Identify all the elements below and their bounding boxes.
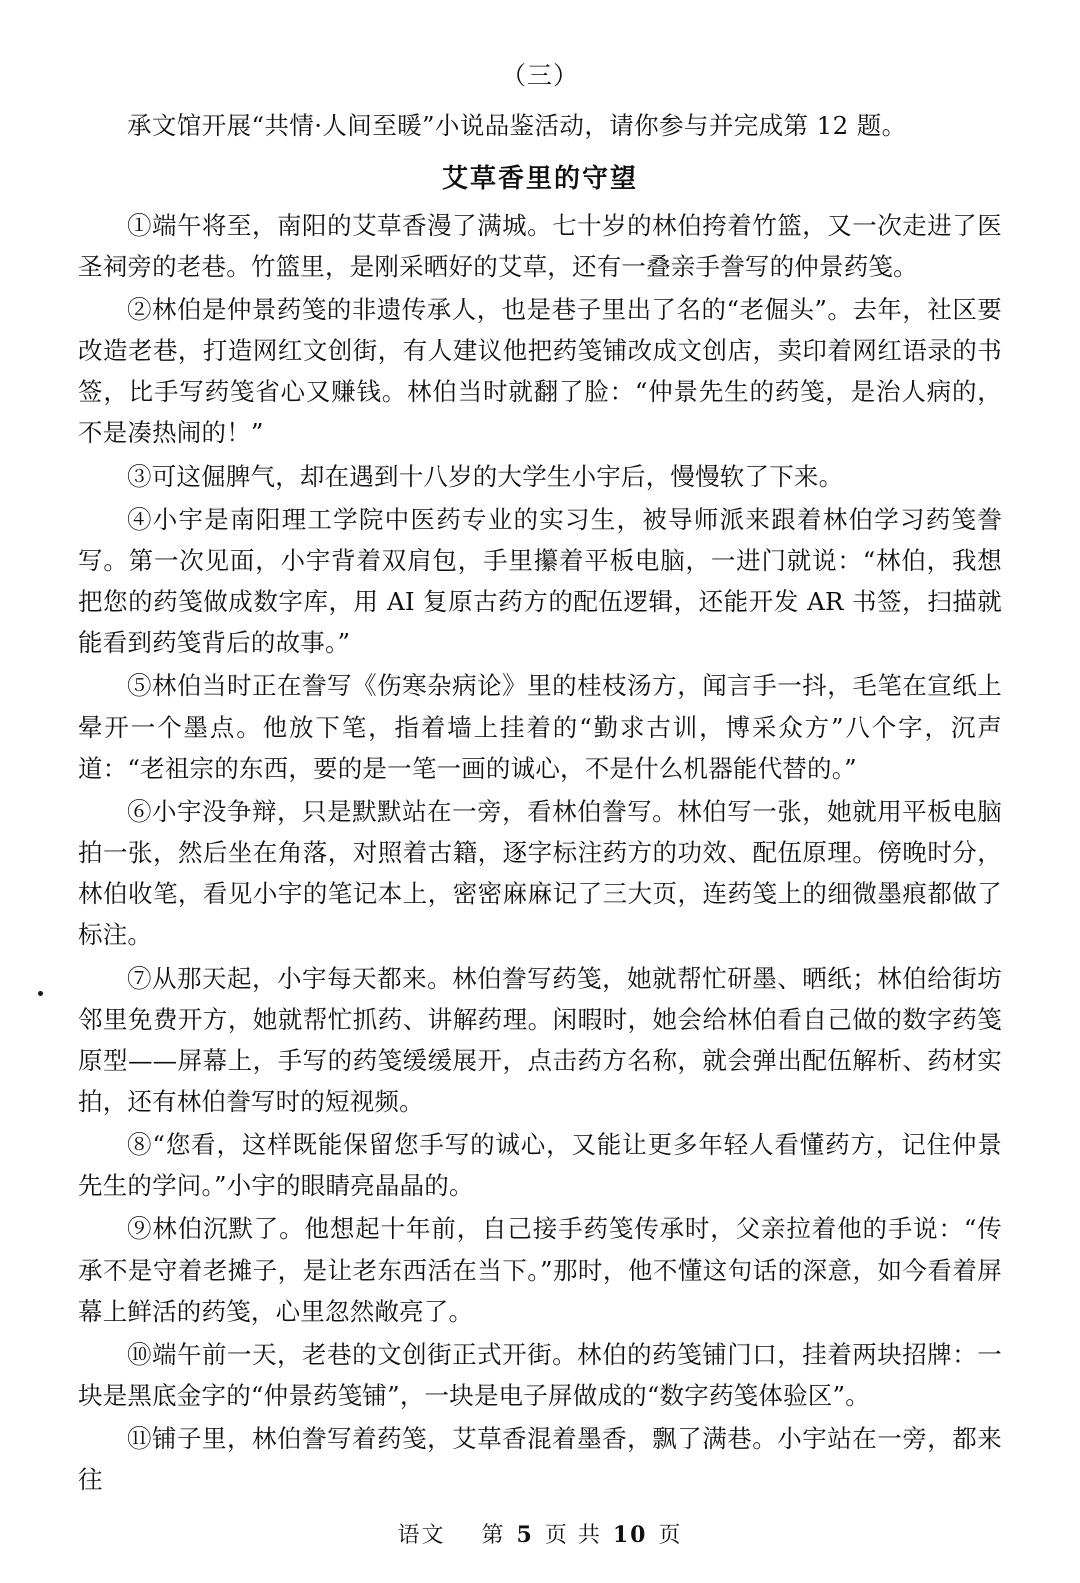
paragraph: ⑩端午前一天，老巷的文创街正式开街。林伯的药笺铺门口，挂着两块招牌：一块是黑底金字的“仲景药笺铺”，一块是电子屏做成的“数字药笺体验区”。 (78, 1339, 1002, 1411)
activity-instruction: 承文馆开展“共情·人间至暖”小说品鉴活动，请你参与并完成第 12 题。 (127, 111, 907, 140)
footer-prefix: 第 (481, 1523, 506, 1548)
page-content (0, 106, 1080, 1501)
paragraph: ③可这倔脾气，却在遇到十八岁的大学生小宇后，慢慢软了下来。 (127, 461, 844, 491)
paragraph: ⑨林伯沉默了。他想起十年前，自己接手药笺传承时，父亲拉着他的手说：“传承不是守着老摊子，是让老东西活在当下。”那时，他不懂这句话的深意，如今看着屏幕上鲜活的药笺，心里忽然敞亮了。 (78, 1214, 1002, 1326)
paragraph: ②林伯是仲景药笺的非遗传承人，也是巷子里出了名的“老倔头”。去年，社区要改造老巷，打造网红文创街，有人建议他把药笺铺改成文创店，卖印着网红语录的书签，比手写药笺省心又赚钱。林伯当时就翻了脸：“仲景先生的药笺，是治人病的，不是凑热闹的！” (78, 295, 1002, 448)
footer-middle: 页 共 (544, 1523, 602, 1548)
paragraph: ⑥小宇没争辩，只是默默站在一旁，看林伯誊写。林伯写一张，她就用平板电脑拍一张，然后坐在角落，对照着古籍，逐字标注药方的功效、配伍原理。傍晚时分，林伯收笔，看见小宇的笔记本上，密密麻麻记了三大页，连药笺上的细微墨痕都做了标注。 (78, 796, 1002, 950)
paragraph: ⑤林伯当时正在誊写《伤寒杂病论》里的桂枝汤方，闻言手一抖，毛笔在宣纸上晕开一个墨点。他放下笔，指着墙上挂着的“勤求古训，博采众方”八个字，沉声道：“老祖宗的东西，要的是一笔一画的诚心，不是什么机器能代替的。” (78, 671, 1002, 783)
margin-dot-mark (38, 991, 43, 996)
footer-subject: 语文 (397, 1523, 446, 1548)
paragraph: ⑧“您看，这样既能保留您手写的诚心，又能让更多年轻人看懂药方，记住仲景先生的学问。”小宇的眼睛亮晶晶的。 (78, 1130, 1002, 1201)
paragraph: ⑪铺子里，林伯誊写着药笺，艾草香混着墨香，飘了满巷。小宇站在一旁，都来往 (78, 1424, 1002, 1495)
footer-page-number: 5 (516, 1522, 534, 1548)
paragraph: ①端午将至，南阳的艾草香漫了满城。七十岁的林伯挎着竹篮，又一次走进了医圣祠旁的老巷。竹篮里，是刚采晒好的艾草，还有一叠亲手誊写的仲景药笺。 (78, 210, 1002, 281)
paragraph: ⑦从那天起，小宇每天都来。林伯誊写药笺，她就帮忙研墨、晒纸；林伯给街坊邻里免费开方，她就帮忙抓药、讲解药理。闲暇时，她会给林伯看自己做的数字药笺原型——屏幕上，手写的药笺缓缓展开，点击药方名称，就会弹出配伍解析、药材实拍，还有林伯誊写时的短视频。 (78, 963, 1002, 1116)
footer-total-pages: 10 (612, 1522, 648, 1548)
page-footer (0, 1518, 1080, 1549)
footer-suffix: 页 (658, 1523, 683, 1548)
exam-page (0, 56, 1080, 1583)
paragraph: ④小宇是南阳理工学院中医药专业的实习生，被导师派来跟着林伯学习药笺誊写。第一次见面，小宇背着双肩包，手里攥着平板电脑，一进门就说：“林伯，我想把您的药笺做成数字库，用 AI 复原古药方的配伍逻辑，还能开发 AR 书签，扫描就能看到药笺背后的故事。” (78, 504, 1002, 658)
article-title: 艾草香里的守望 (441, 163, 638, 194)
section-label: （三） (500, 61, 579, 90)
